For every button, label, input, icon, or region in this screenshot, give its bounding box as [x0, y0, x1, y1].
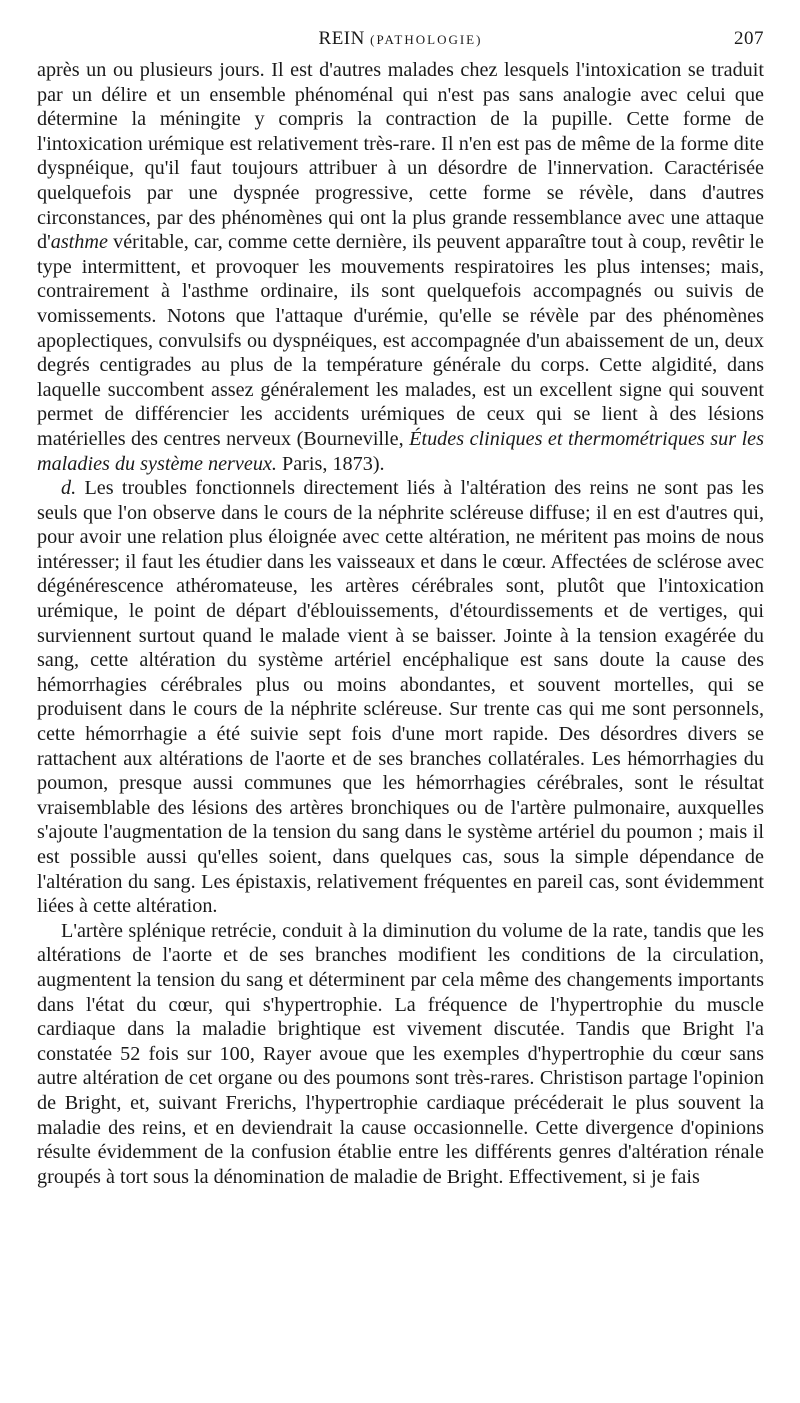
text-run: après un ou plusieurs jours. Il est d'autres malades chez lesquels l'intoxication se traduit par un délire et un ensemble phénoménal qui n'est pas sans analogie avec celui que détermine la méningite y compris la contraction de la pupille. Cette forme de l'intoxication urémique est relativement très-rare. Il n'en est pas de même de la forme dite dyspnéique, qu'il faut toujours attribuer à un désordre de l'innervation. Caractérisée quelquefois par une dyspnée progressive, cette forme se révèle, dans d'autres circonstances, par des phénomènes qui ont la plus grande ressemblance avec une attaque d' [37, 59, 764, 254]
page-number: 207 [734, 28, 764, 49]
text-run: L'artère splénique retrécie, conduit à la diminution du volume de la rate, tandis que les altérations de l'aorte et de ses branches modifient les conditions de la circulation, augmentent la tension du sang et déterminent par cela même des changements importants dans l'état du cœur, qui s'hypertrophie. La fréquence de l'hypertrophie du muscle cardiaque dans la maladie brightique est vivement discutée. Tandis que Bright l'a constatée 52 fois sur 100, Rayer avoue que les exemples d'hypertrophie du cœur sans autre altération de cet organe ou des poumons sont très-rares. Christison partage l'opinion de Bright, et, suivant Frerichs, l'hypertrophie cardiaque précéderait le plus souvent la maladie des reins, et en deviendrait la cause occasionnelle. Cette divergence d'opinions résulte évidemment de la confusion établie entre les différents genres d'altération rénale groupés à tort sous la dénomination de maladie de Bright. Effectivement, si je fais [37, 919, 764, 1188]
paragraph-splenic-artery [37, 919, 764, 1190]
text-run: véritable, car, comme cette dernière, ils peuvent apparaître tout à coup, revêtir le type intermittent, et provoquer les mouvements respiratoires les plus intenses; mais, contrairement à l'asthme ordinaire, ils sont quelquefois accompagnés ou suivis de vomissements. Notons que l'attaque d'urémie, qu'elle se révèle par des phénomènes apoplectiques, convulsifs ou dyspnéiques, est accompagnée d'un abaissement de un, deux degrés centigrades au plus de la température générale du corps. Cette algidité, dans laquelle succombent assez généralement les malades, est un excellent signe qui souvent permet de différencier les accidents urémiques de ceux qui se lient à des lésions matérielles des centres nerveux (Bourneville, [37, 231, 764, 450]
text-run: Paris, 1873). [276, 452, 385, 475]
book-page [37, 28, 764, 1189]
running-title-subtitle: (PATHOLOGIE) [370, 32, 483, 47]
italic-citation-title: Études cliniques et thermométriques sur les maladies du système nerveux. [37, 427, 764, 475]
paragraph-vascular-troubles [37, 476, 764, 919]
section-letter-d: d. [61, 477, 77, 500]
paragraph-uremic-forms [37, 58, 764, 476]
italic-term-asthme: asthme [50, 231, 108, 254]
text-run: Les troubles fonctionnels directement liés à l'altération des reins ne sont pas les seuls que l'on observe dans le cours de la néphrite scléreuse diffuse; il en est d'autres qui, pour avoir une relation plus éloignée avec cette altération, ne méritent pas moins de nous intéresser; il faut les étudier dans les vaisseaux et dans le cœur. Affectées de sclérose avec dégénérescence athéromateuse, les artères cérébrales sont, plutôt que l'intoxication urémique, le point de départ d'éblouissements, d'étourdissements et de vertiges, qui surviennent surtout quand le malade vient à se baisser. Jointe à la tension exagérée du sang, cette altération du système artériel encéphalique est sans doute la cause des hémorrhagies cérébrales plus ou moins abondantes, et souvent mortelles, qui se produisent dans le cours de la néphrite scléreuse. Sur trente cas qui me sont personnels, cette hémorrhagie a été suivie sept fois d'une mort rapide. Des désordres divers se rattachent aux altérations de l'aorte et de ses branches collatérales. Les hémorrhagies du poumon, presque aussi communes que les hémorrhagies cérébrales, sont le résultat vraisemblable des lésions des artères bronchiques ou de l'artère pulmonaire, auxquelles s'ajoute l'augmentation de la tension du sang dans le système artériel du poumon ; mais il est possible aussi qu'elles soient, dans quelques cas, sous la simple dépendance de l'altération du sang. Les épistaxis, relativement fréquentes en pareil cas, sont évidemment liées à cette altération. [37, 477, 764, 918]
running-title [37, 28, 764, 50]
running-title-main: REIN [318, 28, 365, 49]
running-header [37, 28, 764, 58]
